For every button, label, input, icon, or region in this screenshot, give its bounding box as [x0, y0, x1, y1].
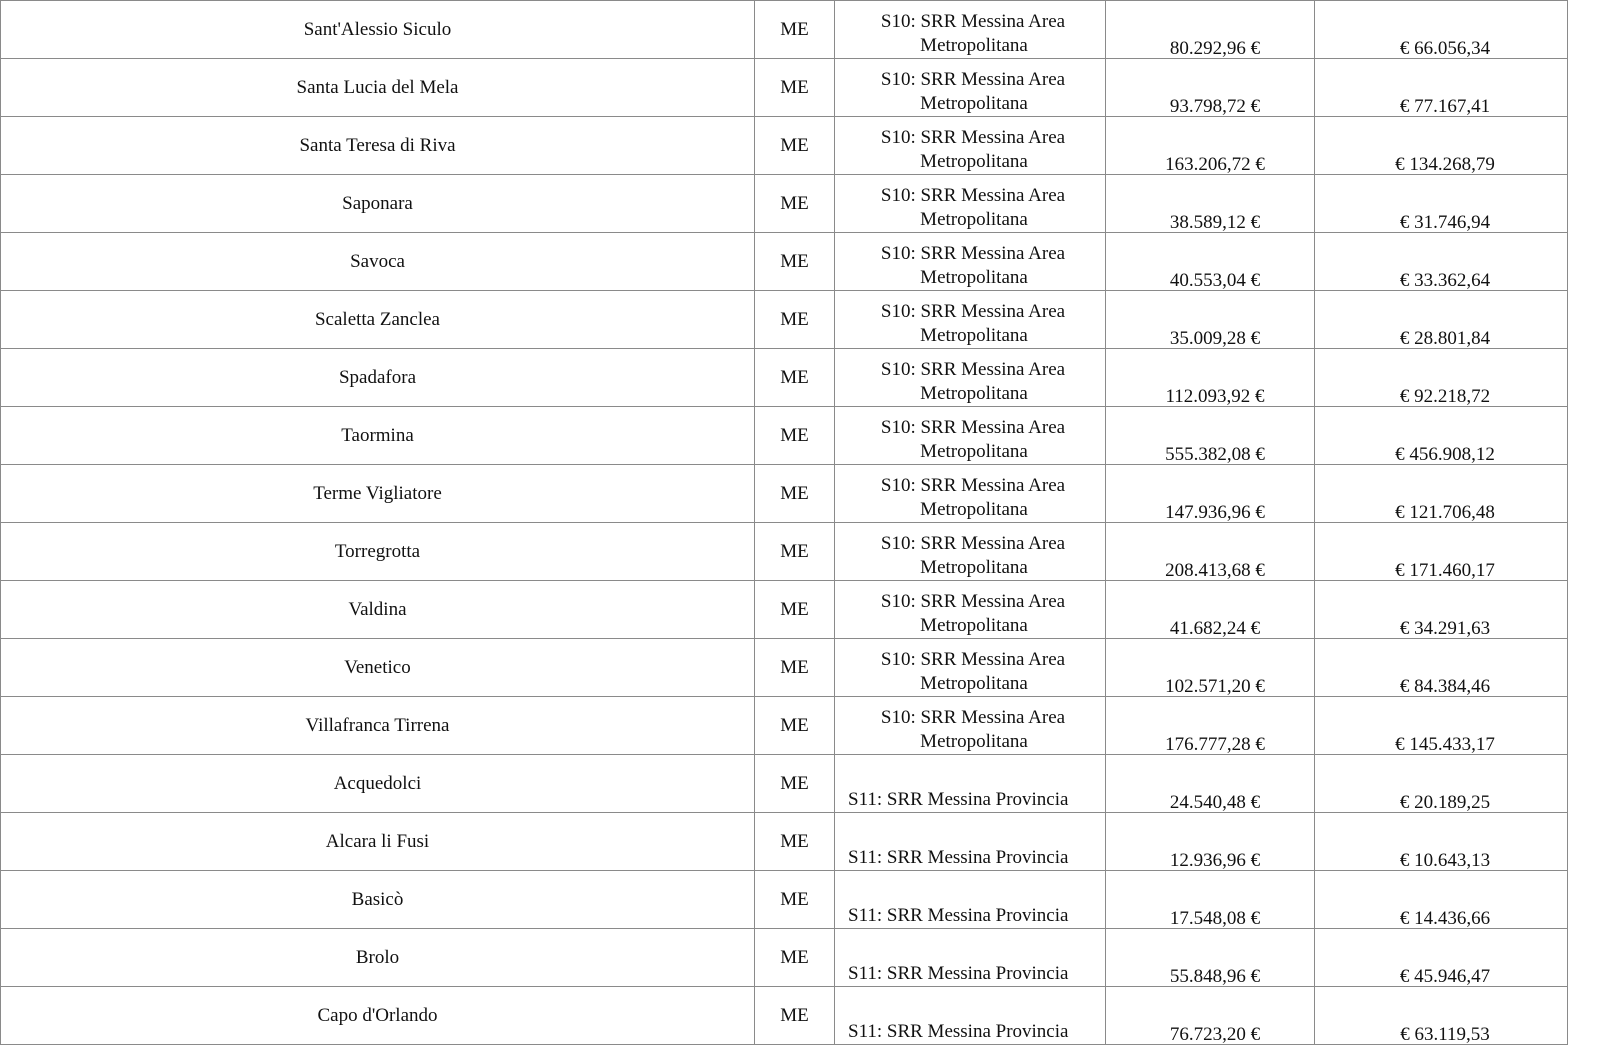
importo-2-value: € 121.706,48: [1395, 502, 1495, 523]
importo-1-value: 40.553,04 €: [1169, 270, 1261, 291]
srr-cell: [835, 59, 1106, 117]
importo-2-cell: [1315, 349, 1568, 407]
importo-1-cell: [1106, 117, 1315, 175]
provincia-cell: ME: [755, 697, 835, 755]
srr-line1: S10: SRR Messina Area: [880, 649, 1066, 670]
importo-1-value: 12.936,96 €: [1169, 850, 1261, 871]
comune-cell: Saponara: [1, 175, 755, 233]
importo-2-value: € 31.746,94: [1399, 212, 1491, 233]
importo-1-cell: [1106, 1, 1315, 59]
importo-1-value: 102.571,20 €: [1165, 676, 1265, 697]
comune-cell: Valdina: [1, 581, 755, 639]
importo-1-cell: [1106, 233, 1315, 291]
importo-1-cell: [1106, 523, 1315, 581]
comune-cell: Savoca: [1, 233, 755, 291]
comune-cell: Basicò: [1, 871, 755, 929]
table-row: [1, 291, 1568, 349]
importo-1-cell: [1106, 697, 1315, 755]
importo-2-value: € 145.433,17: [1395, 734, 1495, 755]
importo-2-cell: [1315, 117, 1568, 175]
importo-1-value: 163.206,72 €: [1165, 154, 1265, 175]
importo-1-value: 93.798,72 €: [1169, 96, 1261, 117]
importo-2-cell: [1315, 755, 1568, 813]
comune-cell: Scaletta Zanclea: [1, 291, 755, 349]
srr-cell: S11: SRR Messina Provincia: [835, 929, 1106, 987]
provincia-cell: ME: [755, 871, 835, 929]
comune-cell: Santa Lucia del Mela: [1, 59, 755, 117]
provincia-cell: ME: [755, 233, 835, 291]
importo-2-cell: [1315, 175, 1568, 233]
importo-1-value: 147.936,96 €: [1165, 502, 1265, 523]
importo-1-value: 208.413,68 €: [1165, 560, 1265, 581]
importo-1-cell: [1106, 987, 1315, 1045]
table-row: [1, 407, 1568, 465]
importo-2-cell: [1315, 813, 1568, 871]
comune-cell: Taormina: [1, 407, 755, 465]
importo-2-value: € 456.908,12: [1395, 444, 1495, 465]
srr-cell: [835, 697, 1106, 755]
importo-1-value: 112.093,92 €: [1165, 386, 1265, 407]
srr-cell: S11: SRR Messina Provincia: [835, 871, 1106, 929]
table-row: [1, 755, 1568, 813]
table-row: [1, 581, 1568, 639]
importo-2-cell: [1315, 987, 1568, 1045]
importo-2-value: € 134.268,79: [1395, 154, 1495, 175]
table-row: [1, 59, 1568, 117]
srr-cell: [835, 465, 1106, 523]
srr-line1: S10: SRR Messina Area: [880, 533, 1066, 554]
importo-2-cell: [1315, 1, 1568, 59]
comune-cell: Acquedolci: [1, 755, 755, 813]
comune-cell: Alcara li Fusi: [1, 813, 755, 871]
importo-1-cell: [1106, 639, 1315, 697]
importo-1-cell: [1106, 813, 1315, 871]
importo-2-value: € 45.946,47: [1399, 966, 1491, 987]
srr-cell: S11: SRR Messina Provincia: [835, 987, 1106, 1045]
provincia-cell: ME: [755, 929, 835, 987]
srr-line1: S10: SRR Messina Area: [880, 417, 1066, 438]
importo-2-value: € 20.189,25: [1399, 792, 1491, 813]
importo-1-cell: [1106, 175, 1315, 233]
comune-cell: Capo d'Orlando: [1, 987, 755, 1045]
table-row: [1, 813, 1568, 871]
provincia-cell: ME: [755, 291, 835, 349]
importo-1-cell: [1106, 59, 1315, 117]
table-row: [1, 929, 1568, 987]
importo-1-cell: [1106, 291, 1315, 349]
srr-line2: Metropolitana: [920, 383, 1028, 404]
importo-1-value: 35.009,28 €: [1169, 328, 1261, 349]
importo-2-value: € 14.436,66: [1399, 908, 1491, 929]
importo-1-value: 24.540,48 €: [1169, 792, 1261, 813]
importo-1-cell: [1106, 871, 1315, 929]
srr-line2: Metropolitana: [920, 151, 1028, 172]
provincia-cell: ME: [755, 581, 835, 639]
provincia-cell: ME: [755, 117, 835, 175]
importo-1-cell: [1106, 407, 1315, 465]
provincia-cell: ME: [755, 813, 835, 871]
table-row: [1, 523, 1568, 581]
importo-1-cell: [1106, 581, 1315, 639]
srr-cell: [835, 1, 1106, 59]
srr-cell: [835, 233, 1106, 291]
srr-line1: S10: SRR Messina Area: [880, 359, 1066, 380]
provincia-cell: ME: [755, 407, 835, 465]
importo-1-value: 176.777,28 €: [1165, 734, 1265, 755]
srr-line2: Metropolitana: [920, 499, 1028, 520]
srr-cell: S11: SRR Messina Provincia: [835, 813, 1106, 871]
importo-2-value: € 10.643,13: [1399, 850, 1491, 871]
importo-1-cell: [1106, 465, 1315, 523]
srr-line2: Metropolitana: [920, 209, 1028, 230]
srr-cell: [835, 523, 1106, 581]
srr-line1: S10: SRR Messina Area: [880, 707, 1066, 728]
importo-2-value: € 92.218,72: [1399, 386, 1491, 407]
importo-2-cell: [1315, 639, 1568, 697]
table-row: [1, 871, 1568, 929]
comune-cell: Terme Vigliatore: [1, 465, 755, 523]
srr-line2: Metropolitana: [920, 35, 1028, 56]
srr-line2: Metropolitana: [920, 731, 1028, 752]
srr-cell: [835, 581, 1106, 639]
importo-2-value: € 63.119,53: [1400, 1024, 1490, 1045]
srr-line1: S10: SRR Messina Area: [880, 185, 1066, 206]
table-row: [1, 465, 1568, 523]
srr-cell: [835, 639, 1106, 697]
importo-2-cell: [1315, 59, 1568, 117]
importo-2-cell: [1315, 697, 1568, 755]
provincia-cell: ME: [755, 755, 835, 813]
importo-2-cell: [1315, 929, 1568, 987]
srr-cell: [835, 407, 1106, 465]
comune-cell: Venetico: [1, 639, 755, 697]
srr-cell: [835, 349, 1106, 407]
comune-cell: Brolo: [1, 929, 755, 987]
srr-line2: Metropolitana: [920, 325, 1028, 346]
srr-cell: [835, 117, 1106, 175]
importo-2-cell: [1315, 465, 1568, 523]
srr-line1: S10: SRR Messina Area: [880, 301, 1066, 322]
provincia-cell: ME: [755, 639, 835, 697]
provincia-cell: ME: [755, 987, 835, 1045]
importo-1-cell: [1106, 349, 1315, 407]
srr-cell: [835, 291, 1106, 349]
importo-2-cell: [1315, 581, 1568, 639]
srr-cell: S11: SRR Messina Provincia: [835, 755, 1106, 813]
table-row: [1, 987, 1568, 1045]
srr-line1: S10: SRR Messina Area: [880, 69, 1066, 90]
provincia-cell: ME: [755, 465, 835, 523]
table-row: [1, 175, 1568, 233]
table-row: [1, 233, 1568, 291]
srr-line2: Metropolitana: [920, 673, 1028, 694]
importo-2-value: € 33.362,64: [1399, 270, 1491, 291]
srr-line2: Metropolitana: [920, 557, 1028, 578]
importo-2-value: € 77.167,41: [1399, 96, 1491, 117]
srr-line2: Metropolitana: [920, 267, 1028, 288]
srr-line2: Metropolitana: [920, 441, 1028, 462]
importo-1-value: 555.382,08 €: [1165, 444, 1265, 465]
importo-2-value: € 171.460,17: [1395, 560, 1495, 581]
importo-2-value: € 84.384,46: [1399, 676, 1491, 697]
provincia-cell: ME: [755, 59, 835, 117]
importo-2-cell: [1315, 291, 1568, 349]
srr-line1: S10: SRR Messina Area: [880, 591, 1066, 612]
importo-1-value: 17.548,08 €: [1169, 908, 1261, 929]
provincia-cell: ME: [755, 349, 835, 407]
importo-1-value: 80.292,96 €: [1169, 38, 1261, 59]
srr-line1: S10: SRR Messina Area: [880, 127, 1066, 148]
comune-cell: Spadafora: [1, 349, 755, 407]
table-row: [1, 117, 1568, 175]
provincia-cell: ME: [755, 1, 835, 59]
provincia-cell: ME: [755, 175, 835, 233]
comune-cell: Santa Teresa di Riva: [1, 117, 755, 175]
importo-2-value: € 34.291,63: [1399, 618, 1491, 639]
provincia-cell: ME: [755, 523, 835, 581]
srr-line1: S10: SRR Messina Area: [880, 475, 1066, 496]
srr-cell: [835, 175, 1106, 233]
srr-line2: Metropolitana: [920, 615, 1028, 636]
table-row: [1, 349, 1568, 407]
comune-cell: Villafranca Tirrena: [1, 697, 755, 755]
importo-2-value: € 66.056,34: [1399, 38, 1491, 59]
importo-1-cell: [1106, 929, 1315, 987]
srr-line1: S10: SRR Messina Area: [880, 243, 1066, 264]
comune-cell: Torregrotta: [1, 523, 755, 581]
importo-2-value: € 28.801,84: [1399, 328, 1491, 349]
importo-2-cell: [1315, 233, 1568, 291]
importo-1-value: 76.723,20 €: [1169, 1024, 1261, 1045]
importo-1-value: 55.848,96 €: [1169, 966, 1261, 987]
table-body: [1, 1, 1568, 1045]
importo-2-cell: [1315, 407, 1568, 465]
srr-line2: Metropolitana: [920, 93, 1028, 114]
table-row: [1, 1, 1568, 59]
table-row: [1, 697, 1568, 755]
srr-line1: S10: SRR Messina Area: [880, 11, 1066, 32]
importo-1-value: 38.589,12 €: [1169, 212, 1261, 233]
importo-2-cell: [1315, 871, 1568, 929]
importo-1-value: 41.682,24 €: [1169, 618, 1261, 639]
table-row: [1, 639, 1568, 697]
comune-cell: Sant'Alessio Siculo: [1, 1, 755, 59]
importo-2-cell: [1315, 523, 1568, 581]
importo-1-cell: [1106, 755, 1315, 813]
